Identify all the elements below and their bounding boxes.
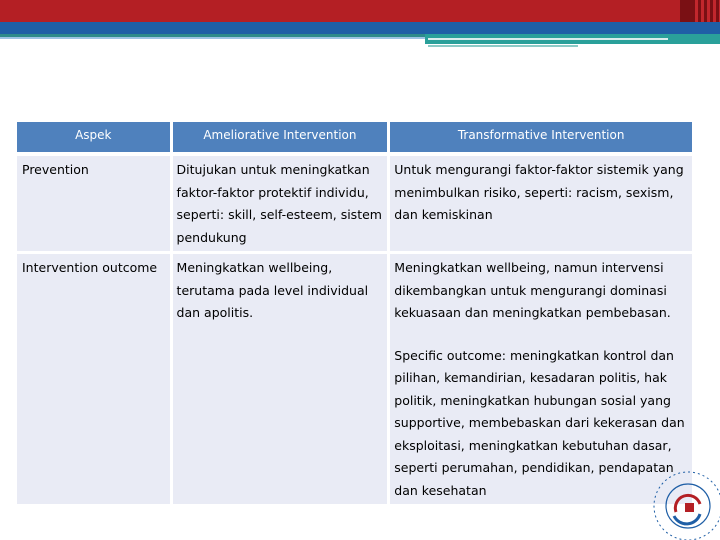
seal-center-mark-icon — [685, 503, 694, 512]
header-blue-bar — [0, 22, 720, 34]
comparison-table — [17, 122, 692, 507]
university-seal-logo — [648, 466, 720, 540]
header-line-2 — [428, 45, 578, 47]
outcome-transformative-text: Meningkatkan wellbeing, namun intervensi dikembangkan untuk mengurangi dominasi kekuasaan dan meningkatkan pembebasan. — [394, 260, 671, 320]
table-header-row — [17, 122, 692, 156]
cell-prevention-transformative: Untuk mengurangi faktor-faktor sistemik yang menimbulkan risiko, seperti: racism, sexism, dan kemiskinan — [390, 156, 692, 254]
cell-outcome-ameliorative: Meningkatkan wellbeing, terutama pada level individual dan apolitis. — [173, 254, 391, 507]
header-red-bar — [0, 0, 720, 22]
header-stripes — [692, 0, 720, 22]
cell-prevention-ameliorative: Ditujukan untuk meningkatkan faktor-faktor protektif individu, seperti: skill, self-esteem, sistem pendukung — [173, 156, 391, 254]
seal-blue-arc-icon — [674, 514, 700, 524]
table-row — [17, 156, 692, 254]
header-aspek: Aspek — [17, 122, 173, 156]
table-row — [17, 254, 692, 507]
header-decoration — [0, 0, 720, 50]
paragraph-gap — [394, 325, 688, 345]
row-label-prevention: Prevention — [17, 156, 173, 254]
outcome-specific-text: Specific outcome: meningkatkan kontrol dan pilihan, kemandirian, kesadaran politis, hak politik, meningkatkan hubungan sosial yang supportive, membebaskan dari kekerasan dan eksploitasi, meningkatkan kebutuhan dasar, seperti perumahan, pendidikan, pendapatan dan kesehatan — [394, 347, 685, 498]
header-ameliorative: Ameliorative Intervention — [173, 122, 391, 156]
header-transformative: Transformative Intervention — [390, 122, 692, 156]
header-lightblue-line — [0, 37, 425, 39]
header-line-1 — [428, 38, 668, 40]
cell-outcome-transformative — [390, 254, 692, 507]
row-label-intervention-outcome: Intervention outcome — [17, 254, 173, 507]
